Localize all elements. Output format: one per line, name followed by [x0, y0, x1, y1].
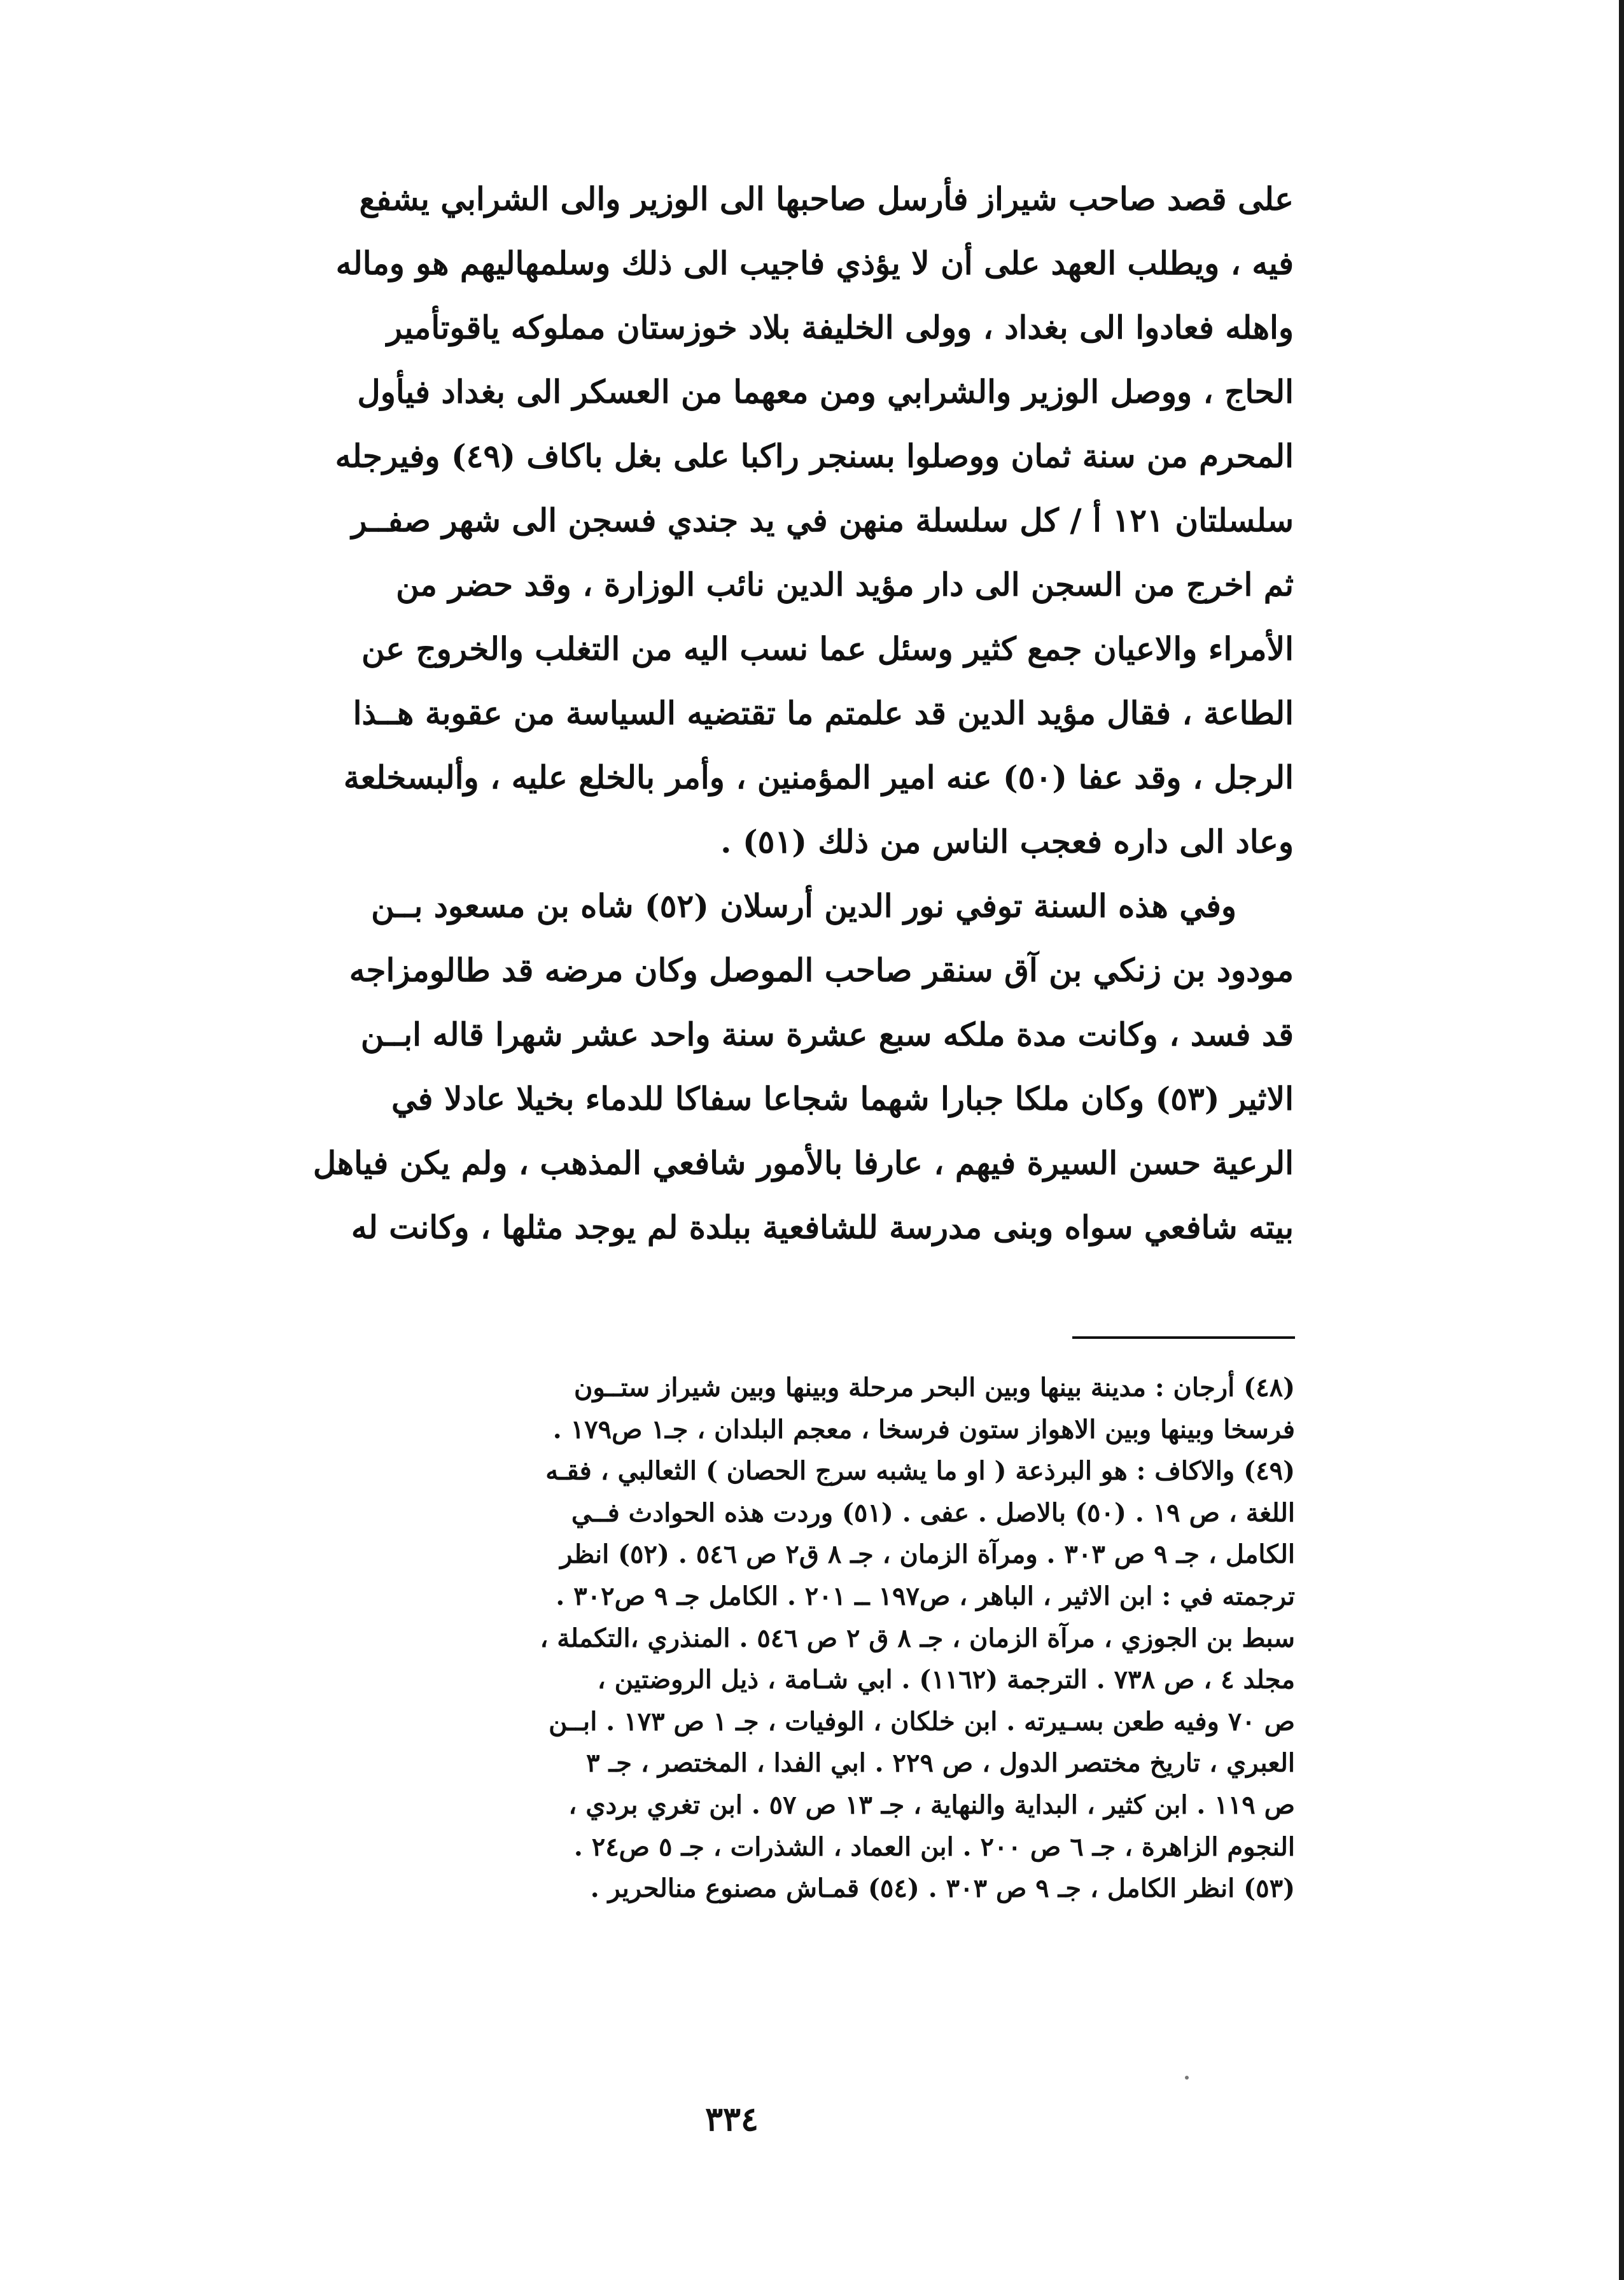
footnote-line: الكامل ، جـ ٩ ص ٣٠٣ . ومرآة الزمان ، جـ ٨ ق٢ ص ٥٤٦ . (٥٢) انظر: [560, 1539, 1295, 1570]
page-number: ٣٣٤: [705, 2100, 759, 2139]
main-text-line: سلسلتان ١٢١ أ / كل سلسلة منهن في يد جندي فسجن الى شهر صفــر: [351, 501, 1294, 539]
main-text-line: مودود بن زنكي بن آق سنقر صاحب الموصل وكان مرضه قد طالومزاجه: [349, 951, 1294, 989]
footnote-line: ص ١١٩ . ابن كثير ، البداية والنهاية ، جـ ١٣ ص ٥٧ . ابن تغري بردي ،: [568, 1789, 1295, 1820]
footnote-line: فرسخا وبينها وبين الاهواز ستون فرسخا ، معجم البلدان ، جـ١ ص١٧٩ .: [552, 1414, 1295, 1444]
main-text-line: واهله فعادوا الى بغداد ، وولى الخليفة بلاد خوزستان مملوكه ياقوتأمير: [386, 309, 1294, 346]
scan-speck: [1185, 2076, 1189, 2080]
main-text-line: الحاج ، ووصل الوزير والشرابي ومن معهما من العسكر الى بغداد فيأول: [357, 373, 1294, 410]
page-edge-border: [1619, 0, 1624, 2280]
footnote-line: مجلد ٤ ، ص ٧٣٨ . الترجمة (١١٦٢) . ابي شـامة ، ذيل الروضتين ،: [597, 1665, 1295, 1695]
main-text-line: قد فسد ، وكانت مدة ملكه سبع عشرة سنة واحد عشر شهرا قاله ابــن: [360, 1016, 1294, 1053]
main-text-line: الرعية حسن السيرة فيهم ، عارفا بالأمور شافعي المذهب ، ولم يكن فياهل: [312, 1144, 1294, 1182]
main-text-line: الاثير (٥٣) وكان ملكا جبارا شهما شجاعا سفاكا للدماء بخيلا عادلا في: [391, 1080, 1294, 1117]
footnote-line: ص ٧٠ وفيه طعن بسـيرته . ابن خلكان ، الوفيات ، جـ ١ ص ١٧٣ . ابــن: [549, 1706, 1295, 1737]
footnote-divider: [1072, 1336, 1295, 1339]
main-text-line: وعاد الى داره فعجب الناس من ذلك (٥١) .: [720, 823, 1294, 860]
footnote-line: اللغة ، ص ١٩ . (٥٠) بالاصل . عفى . (٥١) وردت هذه الحوادث فــي: [571, 1497, 1295, 1528]
footnote-line: سبط بن الجوزي ، مرآة الزمان ، جـ ٨ ق ٢ ص ٥٤٦ . المنذري ،التكملة ،: [540, 1623, 1295, 1653]
footnote-line: (٤٩) والاكاف : هو البرذعة ( او ما يشبه سرج الحصان ) الثعالبي ، فقـه: [545, 1456, 1295, 1486]
main-text-line: ثم اخرج من السجن الى دار مؤيد الدين نائب الوزارة ، وقد حضر من: [396, 566, 1294, 603]
main-text-line: فيه ، ويطلب العهد على أن لا يؤذي فاجيب الى ذلك وسلمهاليهم هو وماله: [335, 244, 1294, 282]
main-text-line: الأمراء والاعيان جمع كثير وسئل عما نسب اليه من التغلب والخروج عن: [361, 630, 1294, 668]
footnote-line: (٥٣) انظر الكامل ، جـ ٩ ص ٣٠٣ . (٥٤) قمـاش مصنوع منالحرير .: [590, 1873, 1295, 1904]
main-text-line: الرجل ، وقد عفا (٥٠) عنه امير المؤمنين ، وأمر بالخلع عليه ، وألبسخلعة: [343, 759, 1294, 796]
main-text-line: الطاعة ، فقال مؤيد الدين قد علمتم ما تقتضيه السياسة من عقوبة هــذا: [353, 694, 1294, 732]
main-text-line: على قصد صاحب شيراز فأرسل صاحبها الى الوزير والى الشرابي يشفع: [359, 180, 1294, 218]
main-text-block: [132, 167, 1294, 1259]
paragraph-2-first-line: وفي هذه السنة توفي نور الدين أرسلان (٥٢) شاه بن مسعود بــن: [371, 887, 1236, 925]
main-text-line: المحرم من سنة ثمان ووصلوا بسنجر راكبا على بغل باكاف (٤٩) وفيرجله: [335, 437, 1294, 475]
footnote-line: ترجمته في : ابن الاثير ، الباهر ، ص١٩٧ ــ ٢٠١ . الكامل جـ ٩ ص٣٠٢ .: [556, 1581, 1295, 1611]
footnote-line: (٤٨) أرجان : مدينة بينها وبين البحر مرحلة وبينها وبين شيراز ستــون: [574, 1373, 1295, 1402]
footnote-line: النجوم الزاهرة ، جـ ٦ ص ٢٠٠ . ابن العماد ، الشذرات ، جـ ٥ ص٢٤ .: [573, 1831, 1295, 1862]
main-text-line: بيته شافعي سواه وبنى مدرسة للشافعية ببلدة لم يوجد مثلها ، وكانت له: [351, 1208, 1294, 1246]
footnotes-block: [143, 1367, 1295, 1910]
footnote-line: العبري ، تاريخ مختصر الدول ، ص ٢٢٩ . ابي الفدا ، المختصر ، جـ ٣: [586, 1748, 1295, 1779]
